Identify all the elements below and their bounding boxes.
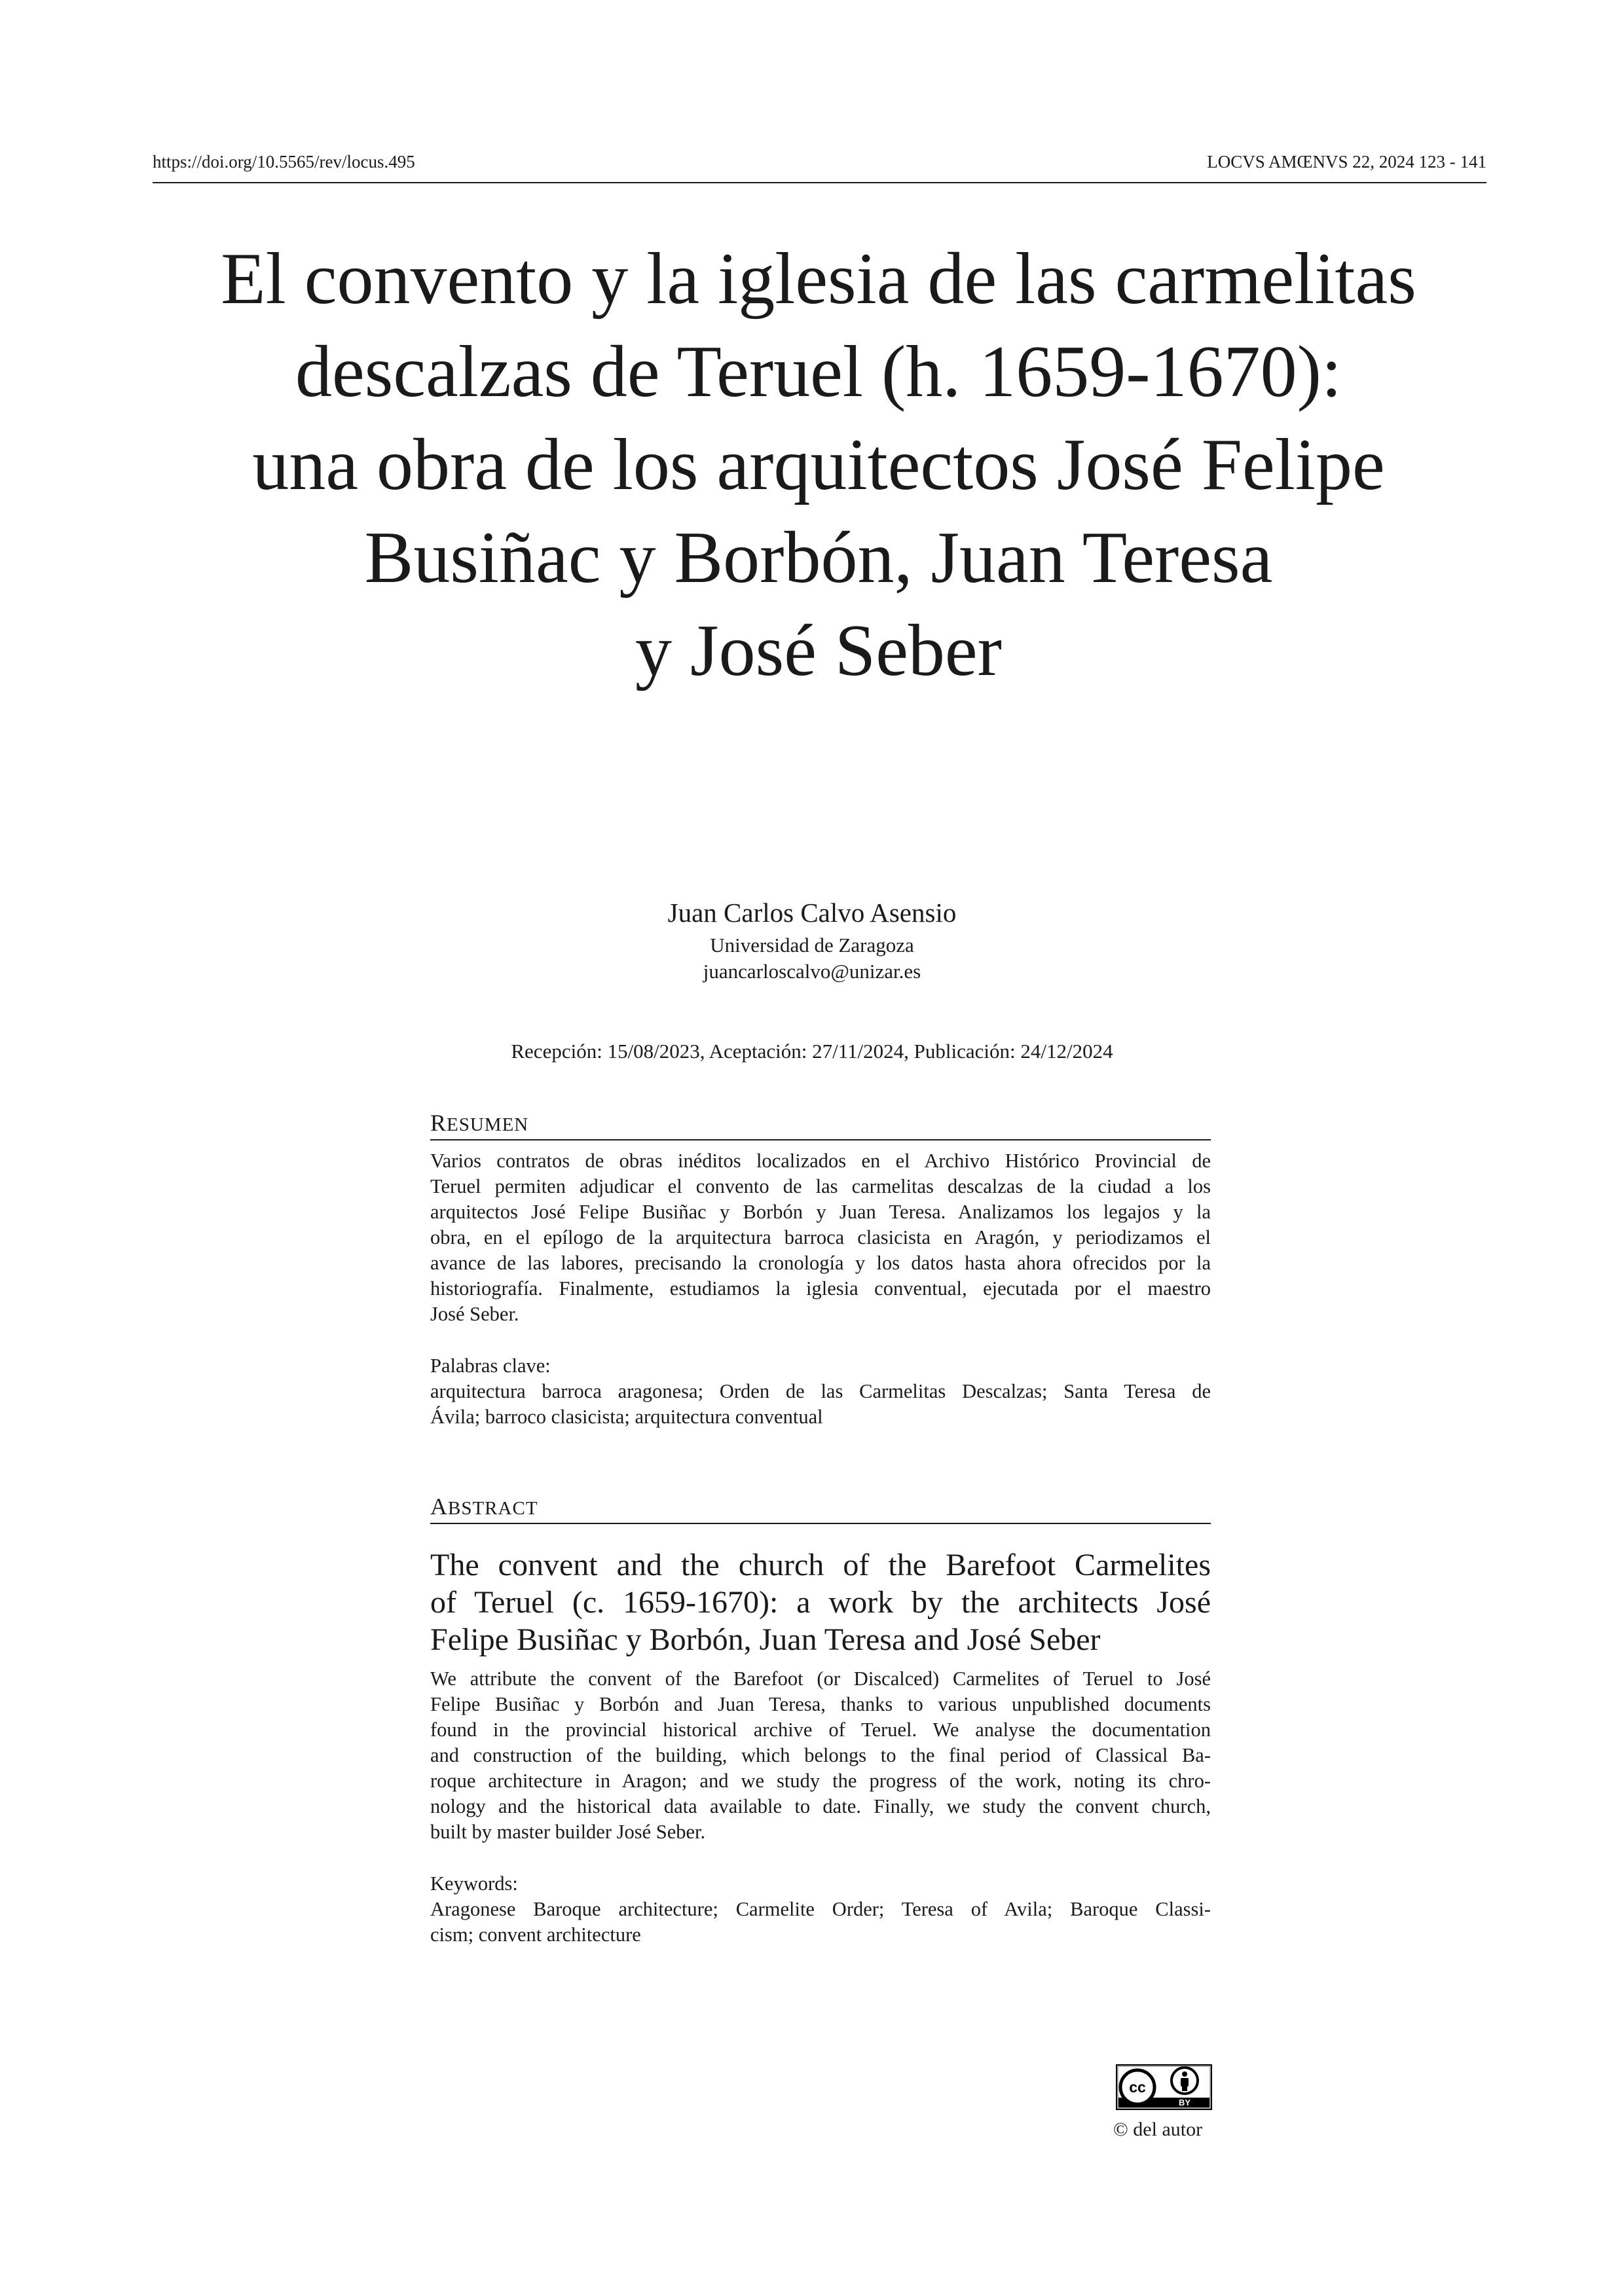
keywords-line: Aragonese Baroque architecture; Carmelite Order; Teresa of Avila; Baroque Classi-	[430, 1898, 1211, 1920]
keywords-label: Keywords:	[430, 1872, 518, 1895]
title-line: una obra de los arquitectos José Felipe	[252, 424, 1385, 505]
abstract-section	[430, 1493, 1211, 1948]
keywords-line: Ávila; barroco clasicista; arquitectura conventual	[430, 1406, 823, 1428]
keywords-text	[430, 1897, 1211, 1948]
abstract-line: and construction of the building, which belongs to the final period of Classical Ba-	[430, 1744, 1211, 1766]
resumen-line: avance de las labores, precisando la cronología y los datos hasta ahora ofrecidos por la	[430, 1252, 1211, 1274]
resumen-section	[430, 1109, 1211, 1430]
running-header	[153, 149, 1486, 183]
license-badge-text: BY	[1178, 2098, 1191, 2107]
abstract-line: built by master builder José Seber.	[430, 1821, 706, 1843]
abstract-line: We attribute the convent of the Barefoot (or Discalced) Carmelites of Teruel to José	[430, 1667, 1211, 1690]
abstract-heading	[430, 1493, 1211, 1524]
doi-link[interactable]: https://doi.org/10.5565/rev/locus.495	[153, 152, 415, 172]
abstract-line: roque architecture in Aragon; and we study the progress of the work, noting its chro-	[430, 1770, 1211, 1792]
keywords-line: arquitectura barroca aragonesa; Orden de las Carmelitas Descalzas; Santa Teresa de	[430, 1380, 1211, 1402]
resumen-line: arquitectos José Felipe Busiñac y Borbón y Juan Teresa. Analizamos los legajos y la	[430, 1201, 1211, 1223]
english-title	[430, 1546, 1211, 1658]
abstract-heading-initial: A	[430, 1493, 448, 1520]
english-title-line: Felipe Busiñac y Borbón, Juan Teresa and José Seber	[430, 1622, 1101, 1657]
resumen-heading-initial: R	[430, 1110, 447, 1136]
author-affiliation: Universidad de Zaragoza	[710, 934, 914, 957]
english-title-line: The convent and the church of the Barefoot Carmelites	[430, 1548, 1211, 1582]
svg-text:cc: cc	[1129, 2079, 1146, 2096]
title-line: El convento y la iglesia de las carmelitas	[221, 238, 1416, 319]
abstract-heading-rest: BSTRACT	[448, 1498, 538, 1519]
resumen-line: obra, en el epílogo de la arquitectura barroca clasicista en Aragón, y periodizamos el	[430, 1226, 1211, 1248]
abstract-line: Felipe Busiñac y Borbón and Juan Teresa, thanks to various unpublished documents	[430, 1693, 1211, 1715]
abstract-text	[430, 1666, 1211, 1845]
title-line: y José Seber	[635, 610, 1002, 691]
resumen-line: historiografía. Finalmente, estudiamos la iglesia conventual, ejecutada por el maestro	[430, 1277, 1211, 1300]
copyright-notice: © del autor	[1113, 2119, 1203, 2140]
resumen-heading	[430, 1109, 1211, 1140]
resumen-line: Varios contratos de obras inéditos localizados en el Archivo Histórico Provincial de	[430, 1150, 1211, 1172]
english-title-line: of Teruel (c. 1659-1670): a work by the architects José	[430, 1585, 1211, 1620]
resumen-line: José Seber.	[430, 1303, 519, 1325]
abstract-line: nology and the historical data available to date. Finally, we study the convent church,	[430, 1795, 1211, 1817]
publication-dates: Recepción: 15/08/2023, Aceptación: 27/11/2024, Publicación: 24/12/2024	[511, 1040, 1113, 1063]
resumen-heading-rest: ESUMEN	[447, 1114, 529, 1135]
journal-citation: LOCVS AMŒNVS 22, 2024 123 - 141	[1207, 152, 1486, 172]
palabras-clave-label: Palabras clave:	[430, 1355, 551, 1377]
resumen-text	[430, 1148, 1211, 1327]
article-title	[118, 232, 1519, 697]
palabras-clave-text	[430, 1379, 1211, 1430]
title-line: Busiñac y Borbón, Juan Teresa	[364, 517, 1273, 598]
title-line: descalzas de Teruel (h. 1659-1670):	[295, 331, 1342, 412]
resumen-line: Teruel permiten adjudicar el convento de las carmelitas descalzas de la ciudad a los	[430, 1175, 1211, 1197]
author-email[interactable]: juancarloscalvo@unizar.es	[703, 960, 921, 983]
abstract-line: found in the provincial historical archive of Teruel. We analyse the documentation	[430, 1719, 1211, 1741]
cc-by-license-icon[interactable]	[1116, 2064, 1212, 2110]
author-name: Juan Carlos Calvo Asensio	[667, 898, 957, 928]
keywords-line: cism; convent architecture	[430, 1923, 641, 1946]
